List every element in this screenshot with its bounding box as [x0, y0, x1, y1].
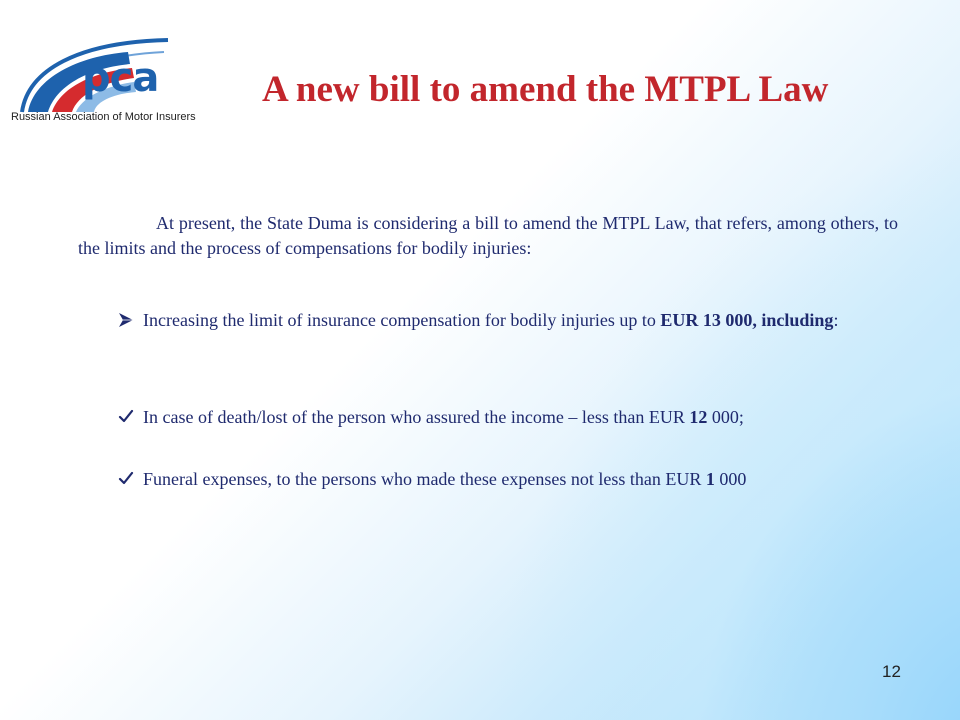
bullet-text-end: :: [833, 310, 839, 330]
intro-paragraph: At present, the State Duma is considering a bill to amend the MTPL Law, that refers, among others, to the limits and the process of compensations for bodily injuries:: [78, 213, 898, 258]
bullet-bold-text: 12: [689, 407, 708, 427]
check-bullet-icon: [118, 404, 142, 431]
bullet-item-limit: [118, 307, 908, 333]
page-number: 12: [882, 662, 901, 681]
bullet-text-end: 000;: [707, 407, 744, 427]
logo-caption: Russian Association of Motor Insurers: [11, 111, 196, 123]
bullet-bold-text: EUR 13 000, including: [660, 310, 834, 330]
bullet-text: Increasing the limit of insurance compensation for bodily injuries up to: [143, 310, 661, 330]
bullet-item-death: [118, 404, 908, 430]
bullet-text: Funeral expenses, to the persons who made these expenses not less than EUR: [143, 469, 706, 489]
check-bullet-icon: [118, 466, 142, 493]
bullet-bold-text: 1: [705, 469, 715, 489]
arrow-bullet-icon: [118, 307, 142, 335]
slide-title: A new bill to amend the MTPL Law: [262, 69, 829, 110]
pca-logo: [8, 30, 264, 130]
bullet-text-end: 000: [714, 469, 747, 489]
bullet-item-funeral: [118, 466, 908, 492]
bullet-text: In case of death/lost of the person who assured the income – less than EUR: [143, 407, 690, 427]
pca-wordmark: pca: [82, 55, 159, 101]
